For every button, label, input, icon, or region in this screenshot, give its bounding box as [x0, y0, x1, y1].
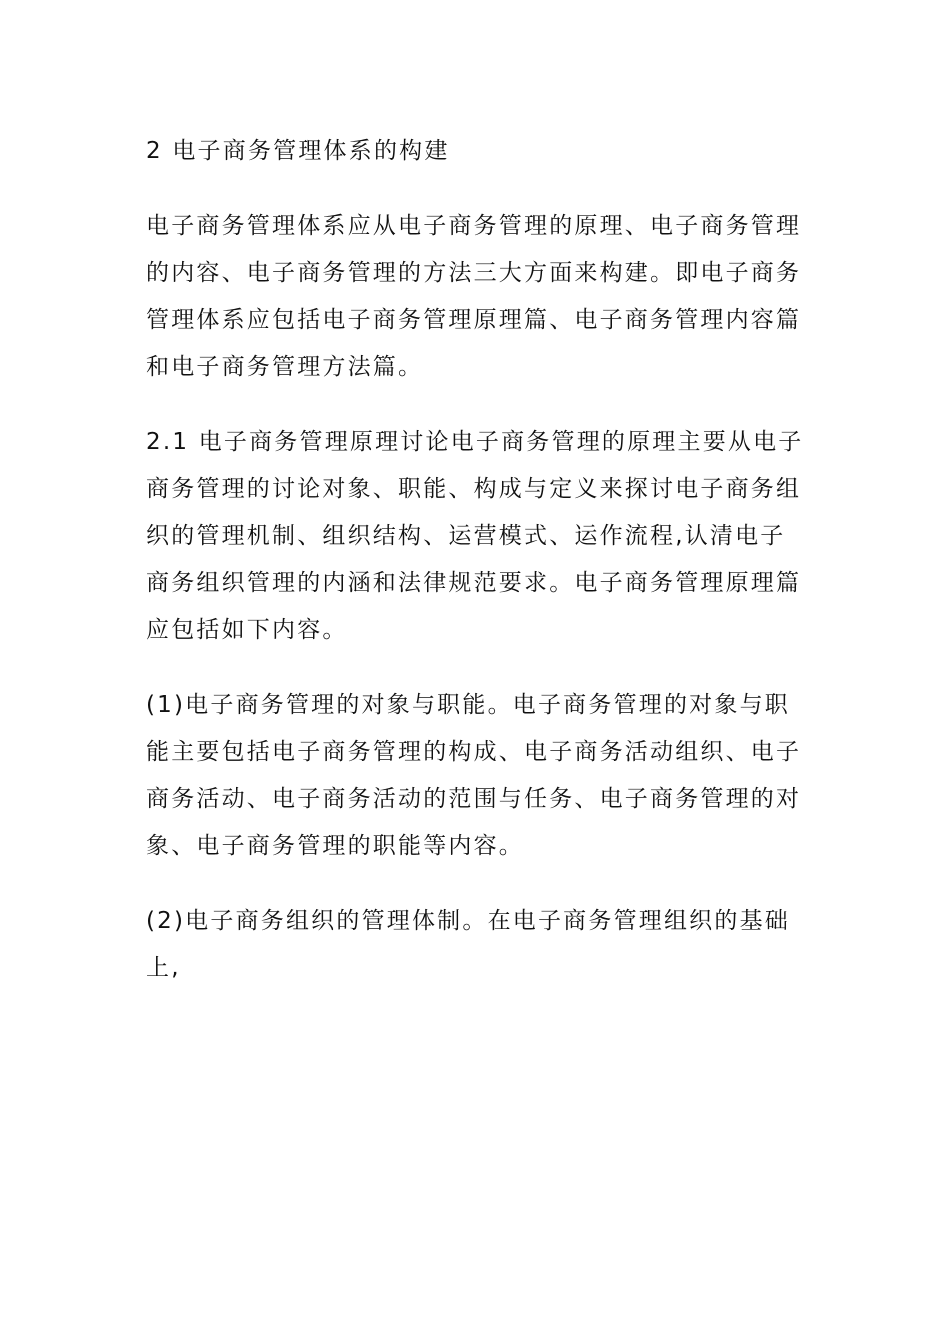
paragraph: 电子商务管理体系应从电子商务管理的原理、电子商务管理的内容、电子商务管理的方法三大方面来构建。即电子商务管理体系应包括电子商务管理原理篇、电子商务管理内容篇和电子商务管理方法篇。: [146, 213, 802, 380]
paragraph: (2)电子商务组织的管理体制。在电子商务管理组织的基础上,: [146, 908, 790, 981]
paragraph: (1)电子商务管理的对象与职能。电子商务管理的对象与职能主要包括电子商务管理的构成、电子商务活动组织、电子商务活动、电子商务活动的范围与任务、电子商务管理的对象、电子商务管理的职能等内容。: [146, 692, 802, 859]
document-body: [146, 128, 810, 1020]
section-heading: 2 电子商务管理体系的构建: [146, 138, 450, 164]
paragraph: 2.1 电子商务管理原理讨论电子商务管理的原理主要从电子商务管理的讨论对象、职能、构成与定义来探讨电子商务组织的管理机制、组织结构、运营模式、运作流程,认清电子商务组织管理的内涵和法律规范要求。电子商务管理原理篇应包括如下内容。: [146, 429, 804, 643]
